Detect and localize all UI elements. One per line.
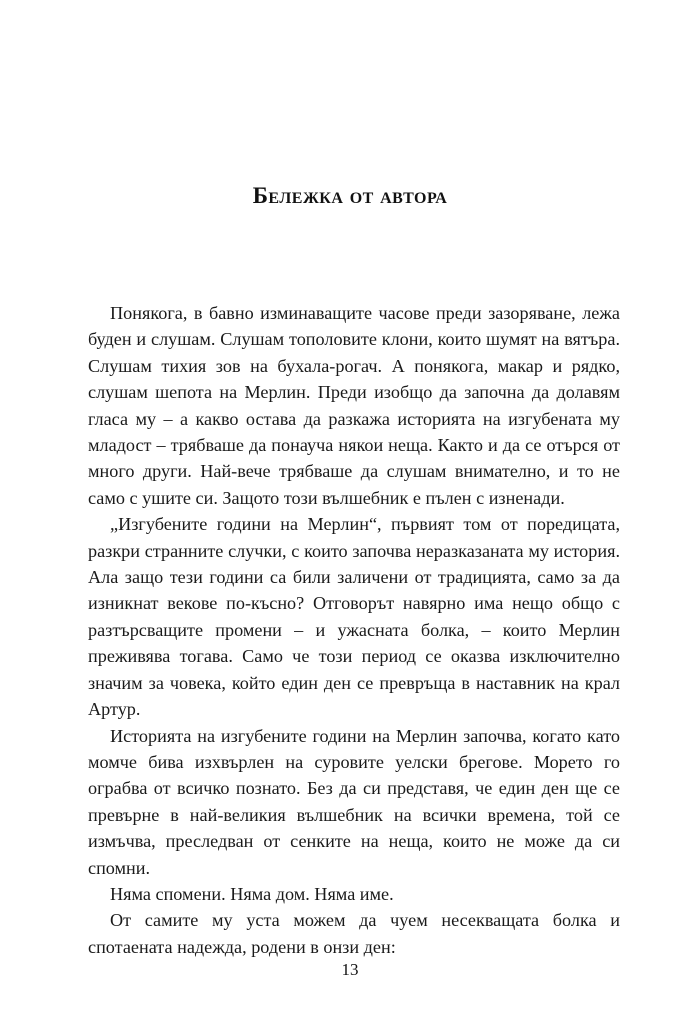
page-number: 13 <box>341 960 359 979</box>
body-text <box>88 300 620 960</box>
paragraph: От самите му уста можем да чуем несекващата болка и спотаената надежда, родени в онзи ден: <box>88 910 620 957</box>
paragraph: „Изгубените години на Мерлин“, първият том от поредицата, разкри странните случки, с които започва неразказаната му история. Ала защо тези години са били заличени от традицията, само за да изникнат векове по-късно? Отговорът навярно има нещо общо с разтърсващите промени – и ужасната болка, – които Мерлин преживява тогава. Само че този период се оказва изключително значим за човека, който един ден се превръща в наставник на крал Артур. <box>88 514 620 720</box>
paragraph: Няма спомени. Няма дом. Няма име. <box>110 883 394 904</box>
paragraph: Понякога, в бавно изминаващите часове преди зазоряване, лежа буден и слушам. Слушам тополовите клони, които шумят на вятъра. Слушам тихия зов на бухала-рогач. А понякога, макар и рядко, слушам шепота на Мерлин. Преди изобщо да започна да долавям гласа му – а какво остава да разкажа историята на изгубената му младост – трябваше да понауча някои неща. Както и да се отърся от много други. Най-вече трябваше да слушам внимателно, и то не само с ушите си. Защото този вълшебник е пълен с изненади. <box>88 303 620 508</box>
chapter-title: Бележка от автора <box>252 183 448 208</box>
paragraph: Историята на изгубените години на Мерлин започва, когато като момче бива изхвърлен на суровите уелски брегове. Морето го ограбва от всичко познато. Без да си представя, че един ден ще се превърне в най-великия вълшебник на всички времена, той се измъчва, преследван от сенките на неща, които не може да си спомни. <box>88 725 620 878</box>
